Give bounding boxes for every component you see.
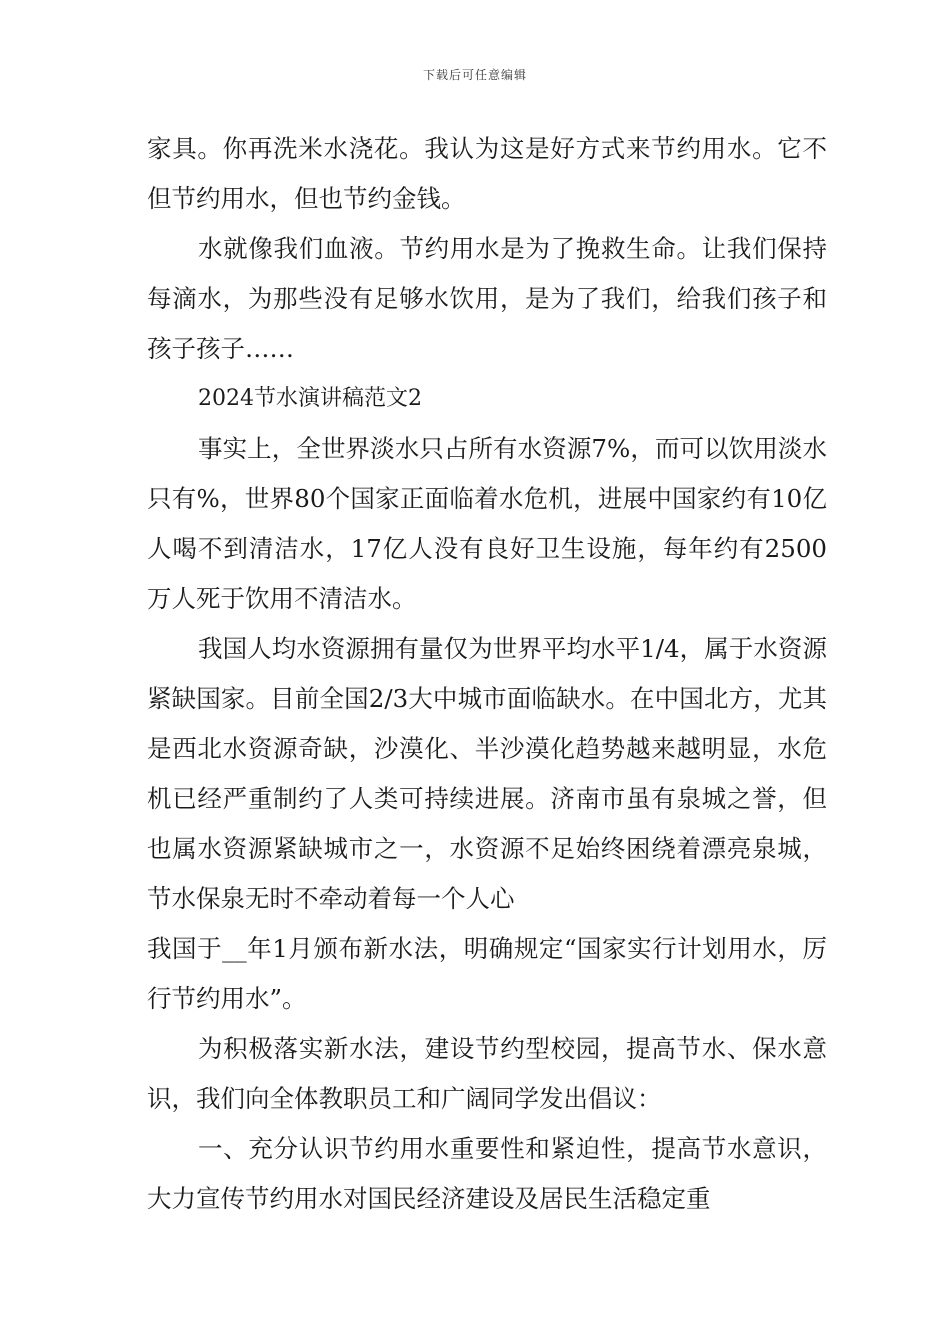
paragraph-point-one: 一、充分认识节约用水重要性和紧迫性，提高节水意识，大力宣传节约用水对国民经济建设及居民生活稳定重: [147, 1134, 827, 1213]
paragraph-water-blood: 水就像我们血液。节约用水是为了挽救生命。让我们保持每滴水，为那些没有足够水饮用，是为了我们，给我们孩子和孩子孩子……: [147, 234, 827, 363]
paragraph-world-water: 事实上，全世界淡水只占所有水资源7%，而可以饮用淡水只有%，世界80个国家正面临着水危机，进展中国家约有10亿人喝不到清洁水，17亿人没有良好卫生设施，每年约有2500万人死于饮用不清洁水。: [147, 434, 827, 613]
paragraph-water-law: 我国于__年1月颁布新水法，明确规定“国家实行计划用水，厉行节约用水”。: [147, 934, 827, 1013]
page-header: 下载后可任意编辑: [422, 68, 527, 82]
paragraph-initiative: 为积极落实新水法，建设节约型校园，提高节水、保水意识，我们向全体教职员工和广阔同学发出倡议：: [147, 1034, 827, 1113]
section-heading: 2024节水演讲稿范文2: [198, 386, 422, 411]
paragraph-continuation: 家具。你再洗米水浇花。我认为这是好方式来节约用水。它不但节约用水，但也节约金钱。: [147, 134, 827, 213]
paragraph-china-water: 我国人均水资源拥有量仅为世界平均水平1/4，属于水资源紧缺国家。目前全国2/3大中城市面临缺水。在中国北方，尤其是西北水资源奇缺，沙漠化、半沙漠化趋势越来越明显，水危机已经严重制约了人类可持续进展。济南市虽有泉城之誉，但也属水资源紧缺城市之一，水资源不足始终困绕着漂亮泉城，节水保泉无时不牵动着每一个人心: [147, 634, 827, 913]
document-body: [147, 124, 827, 1224]
